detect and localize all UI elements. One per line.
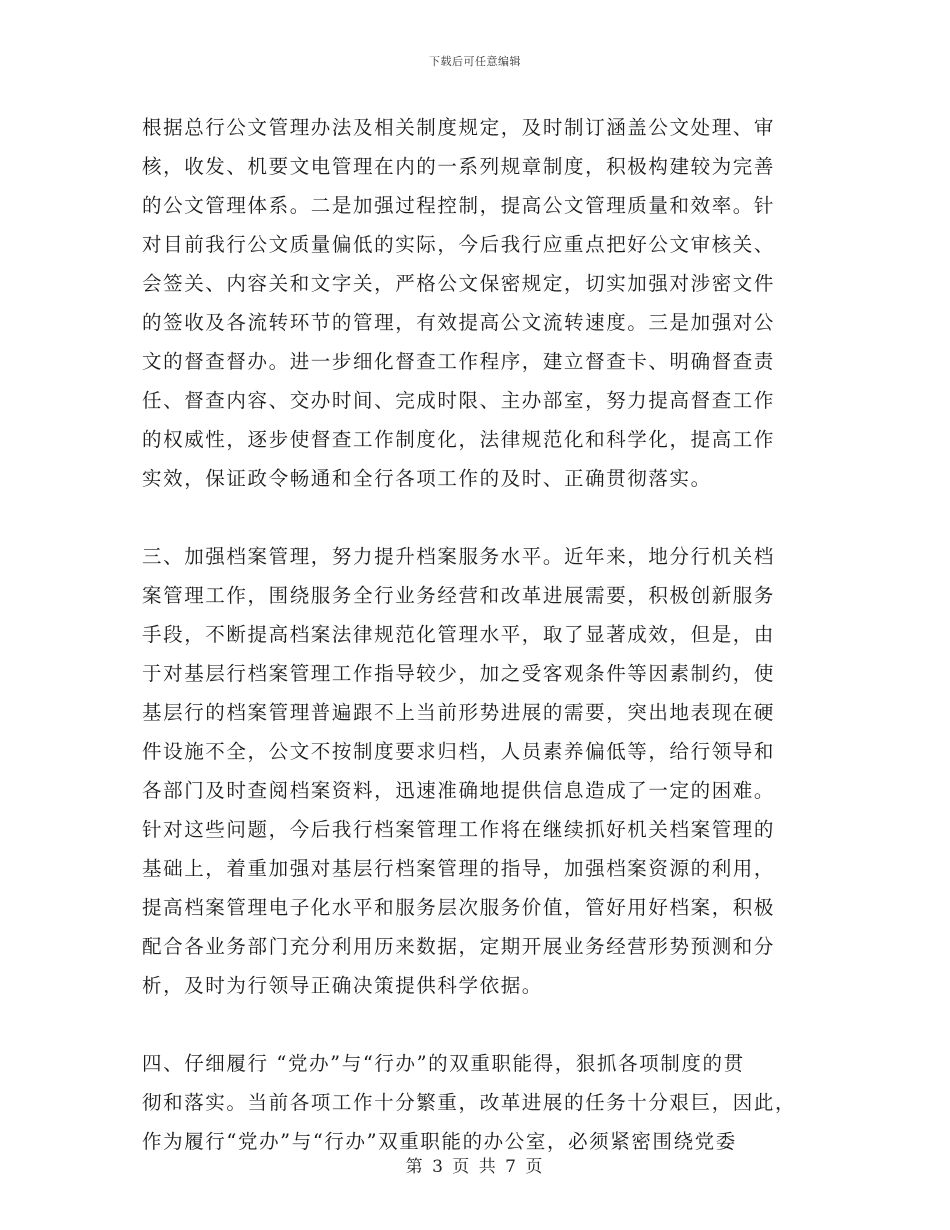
paragraph-2 [142,537,808,1005]
text-line: 三、加强档案管理，努力提升档案服务水平。近年来，地分行机关档 [142,545,776,568]
text-line: 的签收及各流转环节的管理，有效提高公文流转速度。三是加强对公 [142,311,776,334]
text-line: 配合各业务部门充分利用历来数据，定期开展业务经营形势预测和分 [142,935,776,958]
page-header: 下载后可任意编辑 [429,55,521,68]
document-body [142,108,808,1161]
text-line: 案管理工作，围绕服务全行业务经营和改革进展需要，积极创新服务 [142,584,776,607]
text-line: 会签关、内容关和文字关，严格公文保密规定，切实加强对涉密文件 [142,272,776,295]
paragraph-3 [142,1044,808,1161]
text-line: 析，及时为行领导正确决策提供科学依据。 [142,974,543,997]
text-line: 各部门及时查阅档案资料，迅速准确地提供信息造成了一定的困难。 [142,779,776,802]
text-line: 针对这些问题，今后我行档案管理工作将在继续抓好机关档案管理的 [142,818,776,841]
text-line: 件设施不全，公文不按制度要求归档，人员素养偏低等，给行领导和 [142,740,776,763]
text-line: 任、督查内容、交办时间、完成时限、主办部室，努力提高督查工作 [142,389,776,412]
text-line: 根据总行公文管理办法及相关制度规定，及时制订涵盖公文处理、审 [142,116,776,139]
text-line: 提高档案管理电子化水平和服务层次服务价值，管好用好档案，积极 [142,896,776,919]
page-number: 第 3 页 共 7 页 [405,1157,545,1177]
text-line: 于对基层行档案管理工作指导较少，加之受客观条件等因素制约，使 [142,662,776,685]
text-line: 对目前我行公文质量偏低的实际，今后我行应重点把好公文审核关、 [142,233,776,256]
text-line: 基础上，着重加强对基层行档案管理的指导，加强档案资源的利用， [142,857,776,880]
text-line: 文的督查督办。进一步细化督查工作程序，建立督查卡、明确督查责 [142,350,776,373]
text-line: 作为履行“党办”与“行办”双重职能的办公室，必须紧密围绕党委 [142,1130,737,1153]
text-line: 核，收发、机要文电管理在内的一系列规章制度，积极构建较为完善 [142,155,776,178]
text-line: 实效，保证政令畅通和全行各项工作的及时、正确贯彻落实。 [142,467,712,490]
text-line: 的公文管理体系。二是加强过程控制，提高公文管理质量和效率。针 [142,194,776,217]
paragraph-1 [142,108,808,498]
text-line: 手段，不断提高档案法律规范化管理水平，取了显著成效，但是，由 [142,623,776,646]
text-line: 四、仔细履行 “党办”与“行办”的双重职能得，狠抓各项制度的贯 [142,1052,745,1075]
text-line: 彻和落实。当前各项工作十分繁重，改革进展的任务十分艰巨，因此， [142,1091,797,1114]
text-line: 基层行的档案管理普遍跟不上当前形势进展的需要，突出地表现在硬 [142,701,776,724]
text-line: 的权威性，逐步使督查工作制度化，法律规范化和科学化，提高工作 [142,428,776,451]
